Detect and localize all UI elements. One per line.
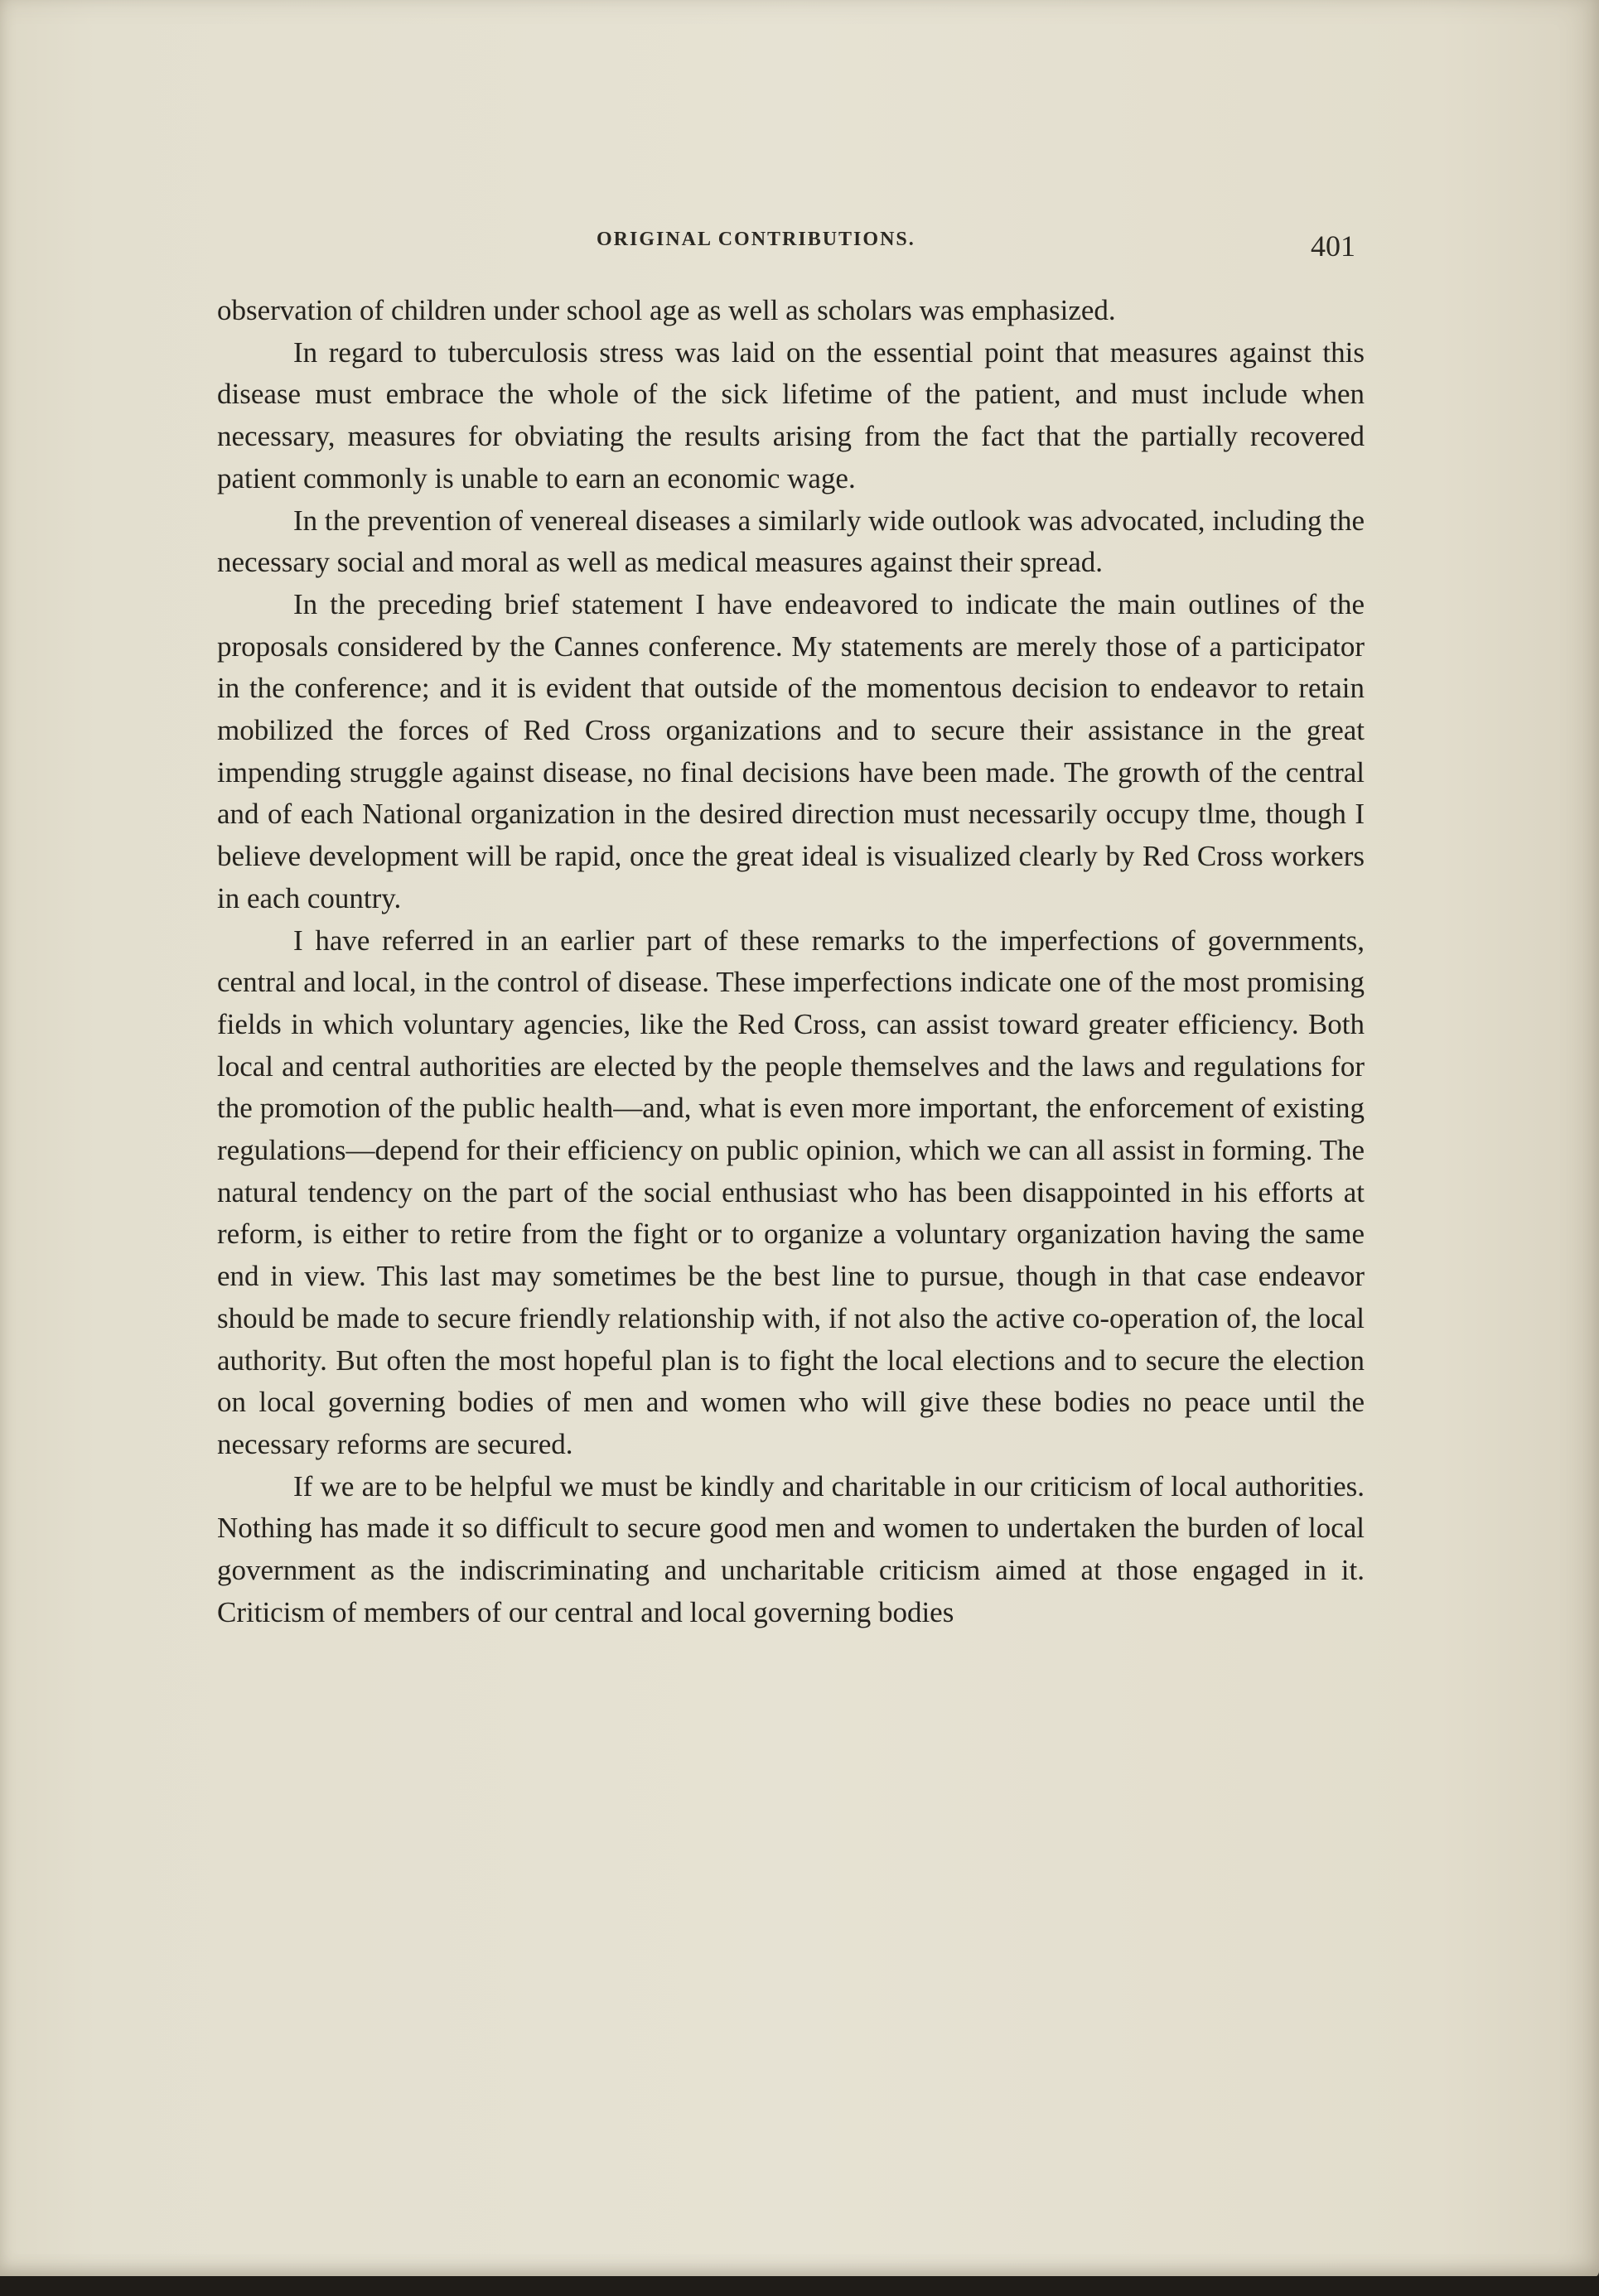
running-head: ORIGINAL CONTRIBUTIONS. xyxy=(597,229,915,250)
paragraph-venereal-diseases: In the prevention of venereal diseases a similarly wide outlook was advocated, including the necessary social and moral as well as medical measures against their spread. xyxy=(217,504,1365,579)
page-bottom-edge xyxy=(0,2276,1599,2296)
paragraph-continued: observation of children under school age as well as scholars was emphasized. xyxy=(217,294,1116,326)
paragraph-criticism: If we are to be helpful we must be kindly and charitable in our criticism of local authorities. Nothing has made it so difficult to secure good men and women to undertaken the burden of local government as the indiscriminating and uncharitable criticism aimed at those engaged in it. Criticism of members of our central and local governing bodies xyxy=(217,1469,1365,1628)
body-text xyxy=(217,290,1365,1634)
paragraph-cannes-conference: In the preceding brief statement I have endeavored to indicate the main outlines of the proposals considered by the Cannes conference. My statements are merely those of a participator in the conference; and it is evident that outside of the momentous decision to endeavor to retain mobilized the forces of Red Cross organizations and to secure their assistance in the great impending struggle against disease, no final decisions have been made. The growth of the central and of each National organization in the desired direction must necessarily occupy tlme, though I believe development will be rapid, once the great ideal is visualized clearly by Red Cross workers in each country. xyxy=(217,587,1365,914)
paragraph-government-imperfections: I have referred in an earlier part of these remarks to the imperfections of governments, central and local, in the control of disease. These imperfections indicate one of the most promising fields in which voluntary agencies, like the Red Cross, can assist toward greater efficiency. Both local and central authorities are elected by the people themselves and the laws and regulations for the promotion of the public health—and, what is even more important, the enforcement of existing regulations—depend for their efficiency on public opinion, which we can all assist in forming. The natural tendency on the part of the social enthusiast who has been disappointed in his efforts at reform, is either to retire from the fight or to organize a voluntary organization having the same end in view. This last may sometimes be the best line to pursue, though in that case endeavor should be made to secure friendly relationship with, if not also the active co-operation of, the local authority. But often the most hopeful plan is to fight the local elections and to secure the election on local governing bodies of men and women who will give these bodies no peace until the necessary reforms are secured. xyxy=(217,924,1365,1460)
page-number: 401 xyxy=(1311,229,1355,263)
paragraph-tuberculosis: In regard to tuberculosis stress was laid on the essential point that measures against this disease must embrace the whole of the sick lifetime of the patient, and must include when necessary, measures for obviating the results arising from the fact that the partially recovered patient commonly is unable to earn an economic wage. xyxy=(217,335,1365,494)
